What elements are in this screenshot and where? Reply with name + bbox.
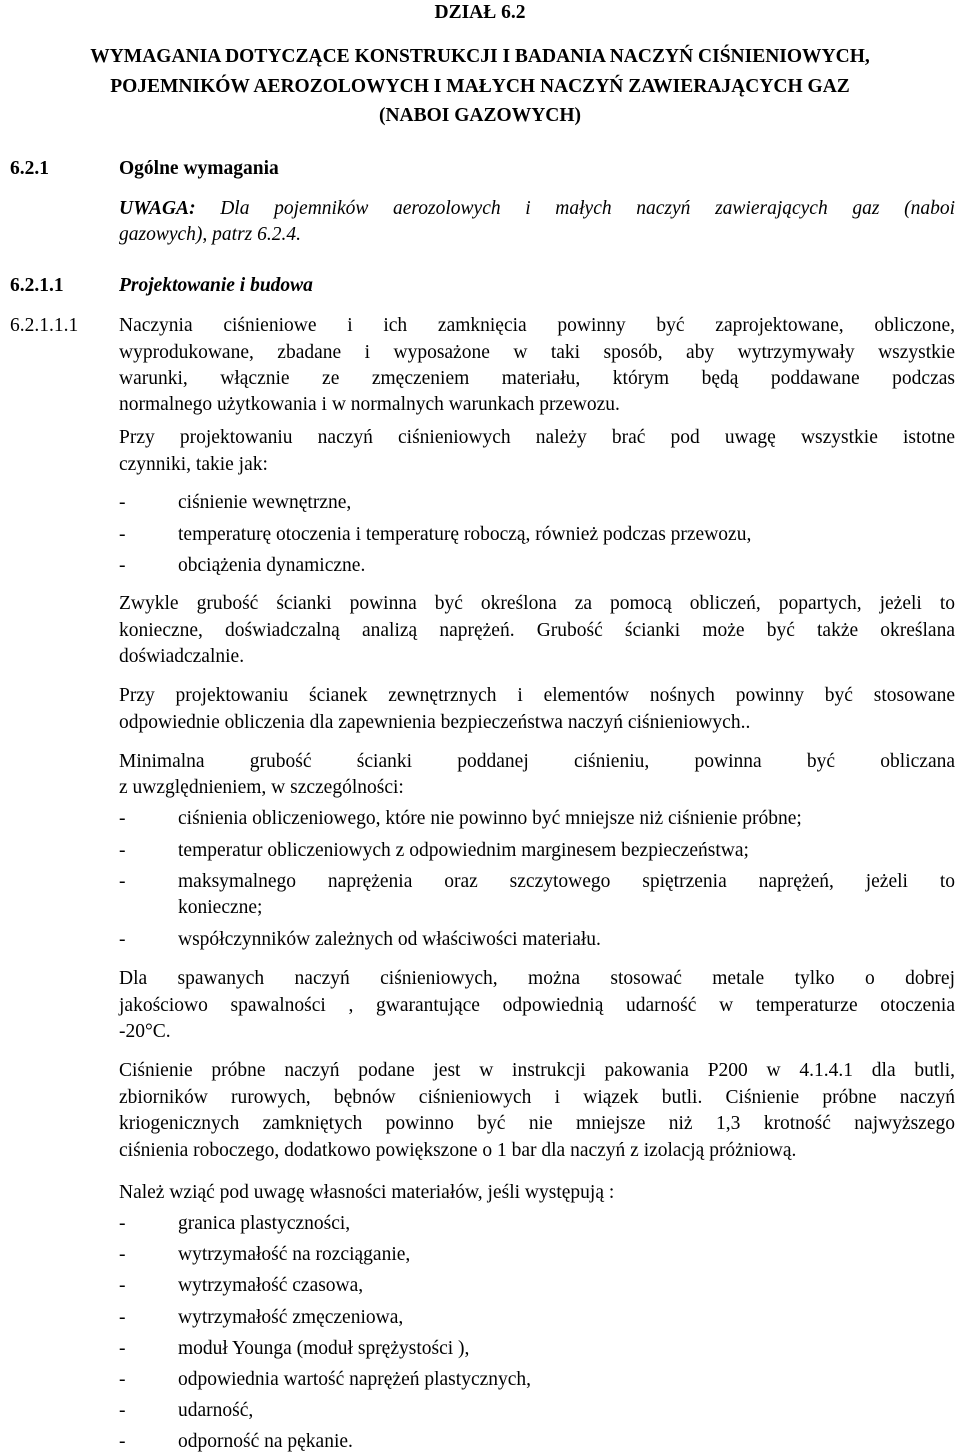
section-number-6-2-1-1: 6.2.1.1 <box>10 275 64 296</box>
p8: Należ wziąć pod uwagę własności materiałów, jeśli występują : <box>119 1182 615 1203</box>
p4-line: Przy projektowaniu ścianek zewnętrznych i elementów nośnych powinny być stosowane <box>119 685 955 706</box>
list-dash: - <box>119 1338 126 1359</box>
section-heading: DZIAŁ 6.2 <box>434 2 526 23</box>
p3-line: doświadczalnie. <box>119 646 245 667</box>
list-item: wytrzymałość na rozciąganie, <box>178 1244 411 1265</box>
list-dash: - <box>119 808 126 829</box>
list-item-continuation: konieczne; <box>178 897 263 918</box>
p7-line: kriogenicznych zamkniętych powinno być nie mniejsze niż 1,3 krotność najwyższego <box>119 1113 955 1134</box>
list-item: odporność na pękanie. <box>178 1431 353 1452</box>
list-dash: - <box>119 1244 126 1265</box>
p5-line: Minimalna grubość ścianki poddanej ciśnieniu, powinna być obliczana <box>119 751 955 772</box>
list-dash: - <box>119 524 126 545</box>
note-line-1 <box>119 196 955 221</box>
list-dash: - <box>119 1431 126 1452</box>
section-title-6-2-1-1: Projektowanie i budowa <box>119 275 313 296</box>
note-text: Dla pojemników aerozolowych i małych naczyń zawierających gaz (naboi <box>220 198 956 219</box>
p1-line: warunki, włącznie ze zmęczeniem materiału, którym będą poddawane podczas <box>119 368 955 389</box>
list-item: odpowiednia wartość naprężeń plastycznych, <box>178 1369 532 1390</box>
list-dash: - <box>119 1213 126 1234</box>
list-item: ciśnienia obliczeniowego, które nie powinno być mniejsze niż ciśnienie próbne; <box>178 808 802 829</box>
p6-line: -20°C. <box>119 1021 171 1042</box>
p1-line: wyprodukowane, zbadane i wyposażone w taki sposób, aby wytrzymywały wszystkie <box>119 342 955 363</box>
list-item: maksymalnego naprężenia oraz szczytowego spiętrzenia naprężeń, jeżeli to <box>178 871 955 892</box>
p7-line: Ciśnienie próbne naczyń podane jest w instrukcji pakowania P200 w 4.1.4.1 dla butli, <box>119 1060 955 1081</box>
p6-line: jakościowo spawalności , gwarantujące odpowiednią udarność w temperaturze otoczenia <box>119 995 955 1016</box>
p1-line: Naczynia ciśnieniowe i ich zamknięcia powinny być zaprojektowane, obliczone, <box>119 315 955 336</box>
p1-line: normalnego użytkowania i w normalnych warunkach przewozu. <box>119 394 620 415</box>
p7-line: ciśnienia roboczego, dodatkowo powiększone o 1 bar dla naczyń z izolacją próżniową. <box>119 1140 797 1161</box>
list-item: temperaturę otoczenia i temperaturę roboczą, również podczas przewozu, <box>178 524 752 545</box>
list-dash: - <box>119 1275 126 1296</box>
p6-line: Dla spawanych naczyń ciśnieniowych, można stosować metale tylko o dobrej <box>119 968 955 989</box>
p7-line: zbiorników rurowych, bębnów ciśnieniowych i wiązek butli. Ciśnienie próbne naczyń <box>119 1087 955 1108</box>
list-dash: - <box>119 871 126 892</box>
list-item: wytrzymałość czasowa, <box>178 1275 364 1296</box>
title-line-2: POJEMNIKÓW AEROZOLOWYCH I MAŁYCH NACZYŃ ZAWIERAJĄCYCH GAZ <box>110 76 850 97</box>
note-line-2: gazowych), patrz 6.2.4. <box>119 224 301 245</box>
list-dash: - <box>119 1307 126 1328</box>
list-dash: - <box>119 840 126 861</box>
list-item: ciśnienie wewnętrzne, <box>178 492 352 513</box>
list-item: temperatur obliczeniowych z odpowiednim marginesem bezpieczeństwa; <box>178 840 749 861</box>
section-title-6-2-1: Ogólne wymagania <box>119 158 279 179</box>
list-item: obciążenia dynamiczne. <box>178 555 366 576</box>
title-line-1: WYMAGANIA DOTYCZĄCE KONSTRUKCJI I BADANIA NACZYŃ CIŚNIENIOWYCH, <box>90 46 870 67</box>
list-dash: - <box>119 929 126 950</box>
p5-line: z uwzględnieniem, w szczególności: <box>119 777 404 798</box>
note-label: UWAGA: <box>119 198 196 219</box>
p3-line: Zwykle grubość ścianki powinna być określona za pomocą obliczeń, popartych, jeżeli to <box>119 593 955 614</box>
section-number-6-2-1: 6.2.1 <box>10 158 49 179</box>
list-item: wytrzymałość zmęczeniowa, <box>178 1307 404 1328</box>
p2-line: czynniki, takie jak: <box>119 454 268 475</box>
p2-line: Przy projektowaniu naczyń ciśnieniowych należy brać pod uwagę wszystkie istotne <box>119 427 955 448</box>
list-dash: - <box>119 1400 126 1421</box>
p4-line: odpowiednie obliczenia dla zapewnienia bezpieczeństwa naczyń ciśnieniowych.. <box>119 712 751 733</box>
list-item: udarność, <box>178 1400 254 1421</box>
list-item: granica plastyczności, <box>178 1213 351 1234</box>
section-number-6-2-1-1-1: 6.2.1.1.1 <box>10 315 79 336</box>
list-item: współczynników zależnych od właściwości materiału. <box>178 929 601 950</box>
list-dash: - <box>119 492 126 513</box>
list-item: moduł Younga (moduł sprężystości ), <box>178 1338 470 1359</box>
list-dash: - <box>119 1369 126 1390</box>
title-line-3: (NABOI GAZOWYCH) <box>378 105 582 126</box>
list-dash: - <box>119 555 126 576</box>
p3-line: konieczne, doświadczalną analizą naprężeń. Grubość ścianki może być także określana <box>119 620 955 641</box>
